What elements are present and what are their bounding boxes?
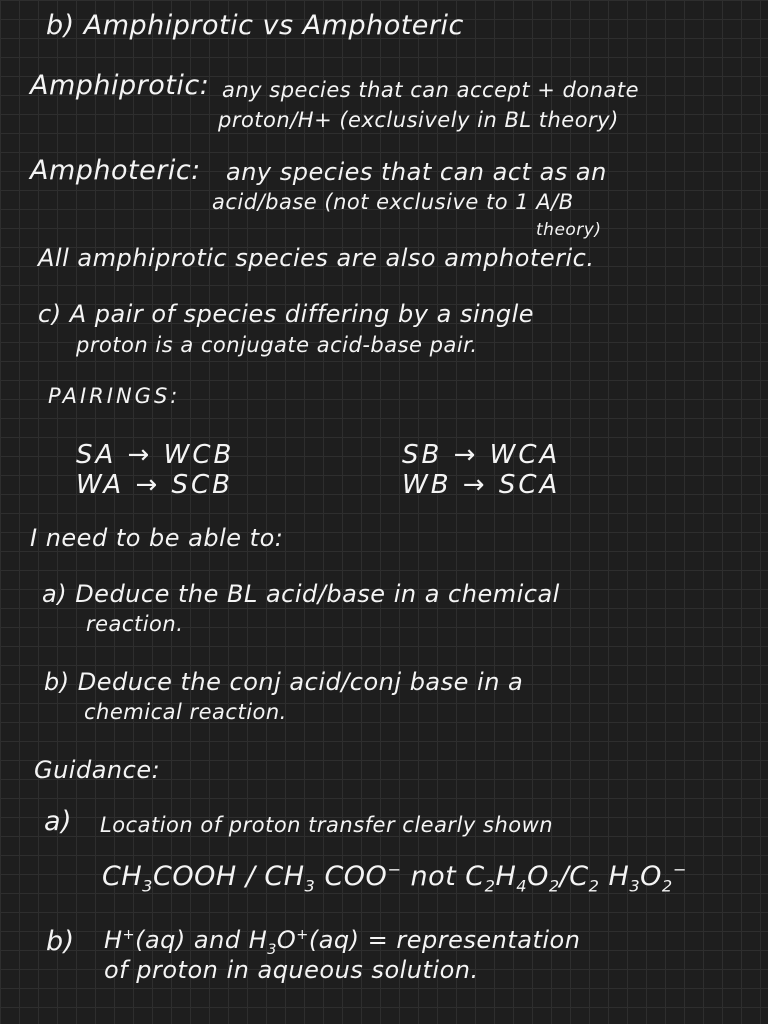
amphiprotic-definition-line1: any species that can accept + donate xyxy=(222,78,640,102)
amphiprotic-definition-line2: proton/H+ (exclusively in BL theory) xyxy=(218,108,619,132)
hydronium-o: O xyxy=(276,926,297,954)
formula-bad-sub2: 4 xyxy=(516,876,528,896)
amphoteric-definition-line1: any species that can act as an xyxy=(226,158,607,186)
aq-and-text: (aq) and H xyxy=(135,926,268,954)
amphoteric-note: All amphiprotic species are also amphoteric. xyxy=(38,244,595,272)
amphiprotic-term: Amphiprotic: xyxy=(30,70,210,101)
formula-bad-sub5: 3 xyxy=(629,876,641,896)
formula-bad-part3: O xyxy=(527,861,549,892)
formula-bad-part5: H xyxy=(599,861,630,892)
objectives-heading: I need to be able to: xyxy=(30,524,284,552)
amphoteric-definition-line2: acid/base (not exclusive to 1 A/B xyxy=(212,190,574,214)
pairings-heading: PAIRINGS: xyxy=(48,384,181,408)
objective-b-line1: b) Deduce the conj acid/conj base in a xyxy=(44,668,524,696)
guidance-b-marker: b) xyxy=(46,926,75,957)
formula-bad-part2: H xyxy=(495,861,517,892)
proton-charge: + xyxy=(122,927,136,943)
hydronium-sub: 3 xyxy=(267,941,277,958)
formula-good-sub2: 3 xyxy=(304,876,316,896)
formula-not-word: not xyxy=(401,861,466,892)
hydronium-charge: + xyxy=(296,927,309,943)
amphoteric-term: Amphoteric: xyxy=(30,155,201,186)
guidance-heading: Guidance: xyxy=(34,756,161,784)
formula-good-charge: − xyxy=(387,860,402,879)
formula-bad-sub6: 2 xyxy=(661,876,673,896)
representation-text: (aq) = representation xyxy=(308,926,581,954)
objective-a-line2: reaction. xyxy=(86,612,184,636)
formula-bad-charge: − xyxy=(672,860,687,879)
formula-bad-part1: C xyxy=(465,861,485,892)
guidance-b-line1 xyxy=(104,926,580,958)
section-c-line2: proton is a conjugate acid-base pair. xyxy=(76,333,478,357)
guidance-a-marker: a) xyxy=(44,806,73,837)
objective-a-line1: a) Deduce the BL acid/base in a chemical xyxy=(42,580,560,608)
amphoteric-definition-line3: theory) xyxy=(536,220,602,240)
formula-good-part3: COO xyxy=(315,861,388,892)
section-b-heading: b) Amphiprotic vs Amphoteric xyxy=(46,10,464,41)
proton-symbol: H xyxy=(104,926,123,954)
formula-bad-part4: /C xyxy=(559,861,589,892)
section-c-line1: c) A pair of species differing by a single xyxy=(38,300,534,328)
formula-bad-sub3: 2 xyxy=(548,876,560,896)
formula-good-part1: CH xyxy=(102,861,143,892)
pairing-row-1-right: SB → WCA xyxy=(402,440,561,470)
guidance-formula xyxy=(102,860,687,895)
guidance-a-text: Location of proton transfer clearly shown xyxy=(100,813,554,837)
guidance-b-line2: of proton in aqueous solution. xyxy=(104,956,479,984)
objective-b-line2: chemical reaction. xyxy=(84,700,287,724)
formula-bad-sub4: 2 xyxy=(588,876,600,896)
formula-good-part2: COOH / CH xyxy=(152,861,305,892)
formula-good-sub1: 3 xyxy=(142,876,153,896)
pairing-row-2-right: WB → SCA xyxy=(402,470,561,500)
pairing-row-2-left: WA → SCB xyxy=(76,470,234,500)
formula-bad-part6: O xyxy=(640,861,662,892)
pairing-row-1-left: SA → WCB xyxy=(76,440,235,470)
formula-bad-sub1: 2 xyxy=(484,876,496,896)
